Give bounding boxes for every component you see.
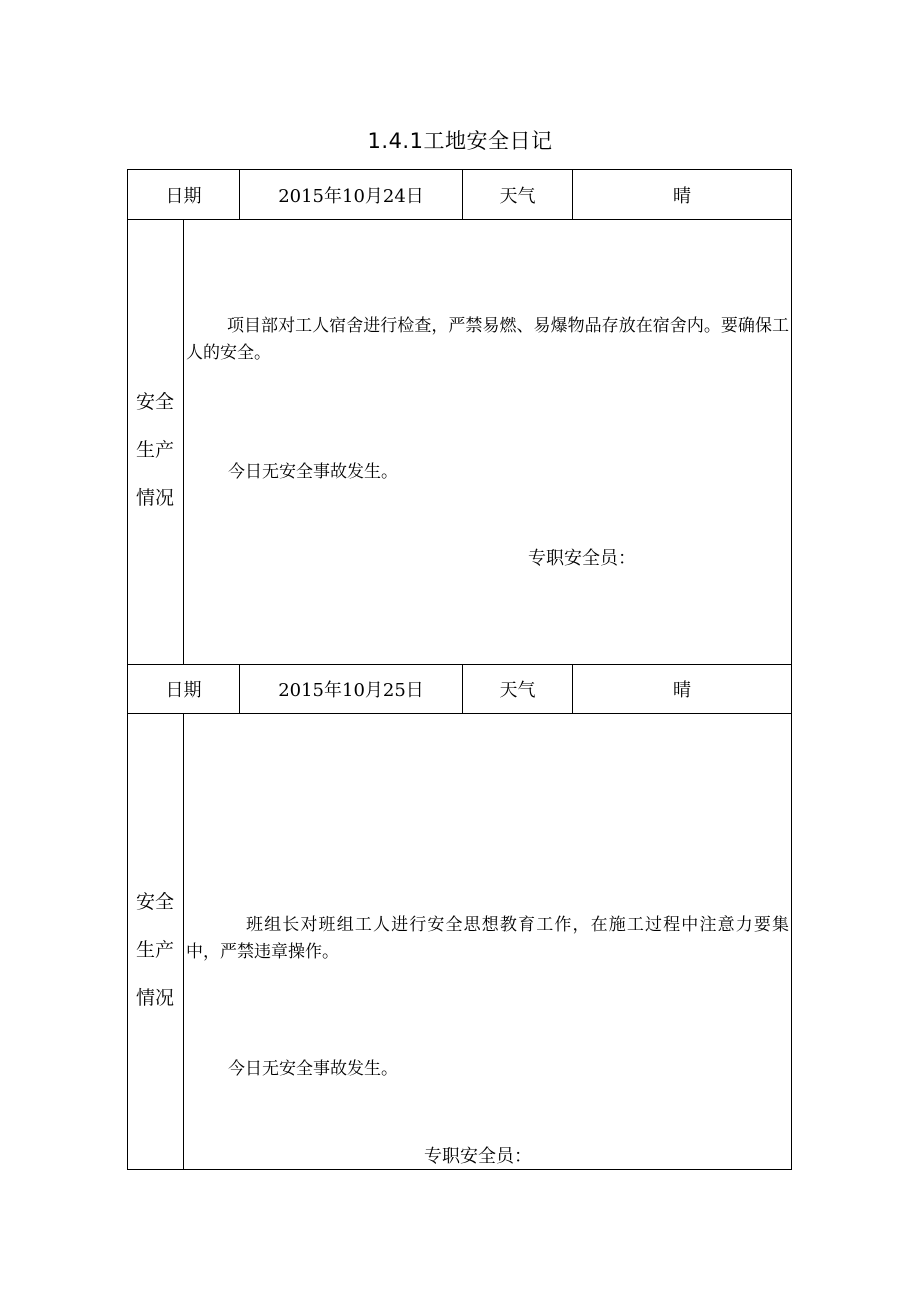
signature-label: 专职安全员： [424,1146,532,1167]
weather-value: 晴 [673,680,691,701]
section-label-line: 情况 [135,987,174,1009]
date-label: 日期 [165,185,202,207]
signature-label: 专职安全员： [528,548,636,569]
date-value: 2015年10月24日 [278,185,424,207]
date-value: 2015年10月25日 [278,680,424,701]
weather-value: 晴 [673,185,691,207]
row-divider [127,713,792,714]
weather-label: 天气 [499,185,536,207]
section-label-line: 情况 [135,487,174,509]
safety-content: 项目部对工人宿舍进行检查，严禁易燃、易爆物品存放在宿舍内。要确保工人的安全。 [186,316,789,363]
section-label [127,878,183,1022]
section-label [127,378,183,522]
weather-label: 天气 [499,680,536,701]
row-divider [127,219,792,220]
incident-note: 今日无安全事故发生。 [228,462,398,482]
page-title: 1.4.1工地安全日记 [367,129,553,153]
incident-note: 今日无安全事故发生。 [228,1059,398,1079]
safety-content: 班组长对班组工人进行安全思想教育工作，在施工过程中注意力要集中，严禁违章操作。 [186,915,789,962]
section-label-line: 生产 [135,439,174,461]
section-label-line: 安全 [135,891,174,913]
section-label-line: 生产 [135,939,174,961]
date-label: 日期 [165,680,202,701]
column-divider [183,713,184,1170]
section-label-line: 安全 [135,391,174,413]
column-divider [183,219,184,664]
